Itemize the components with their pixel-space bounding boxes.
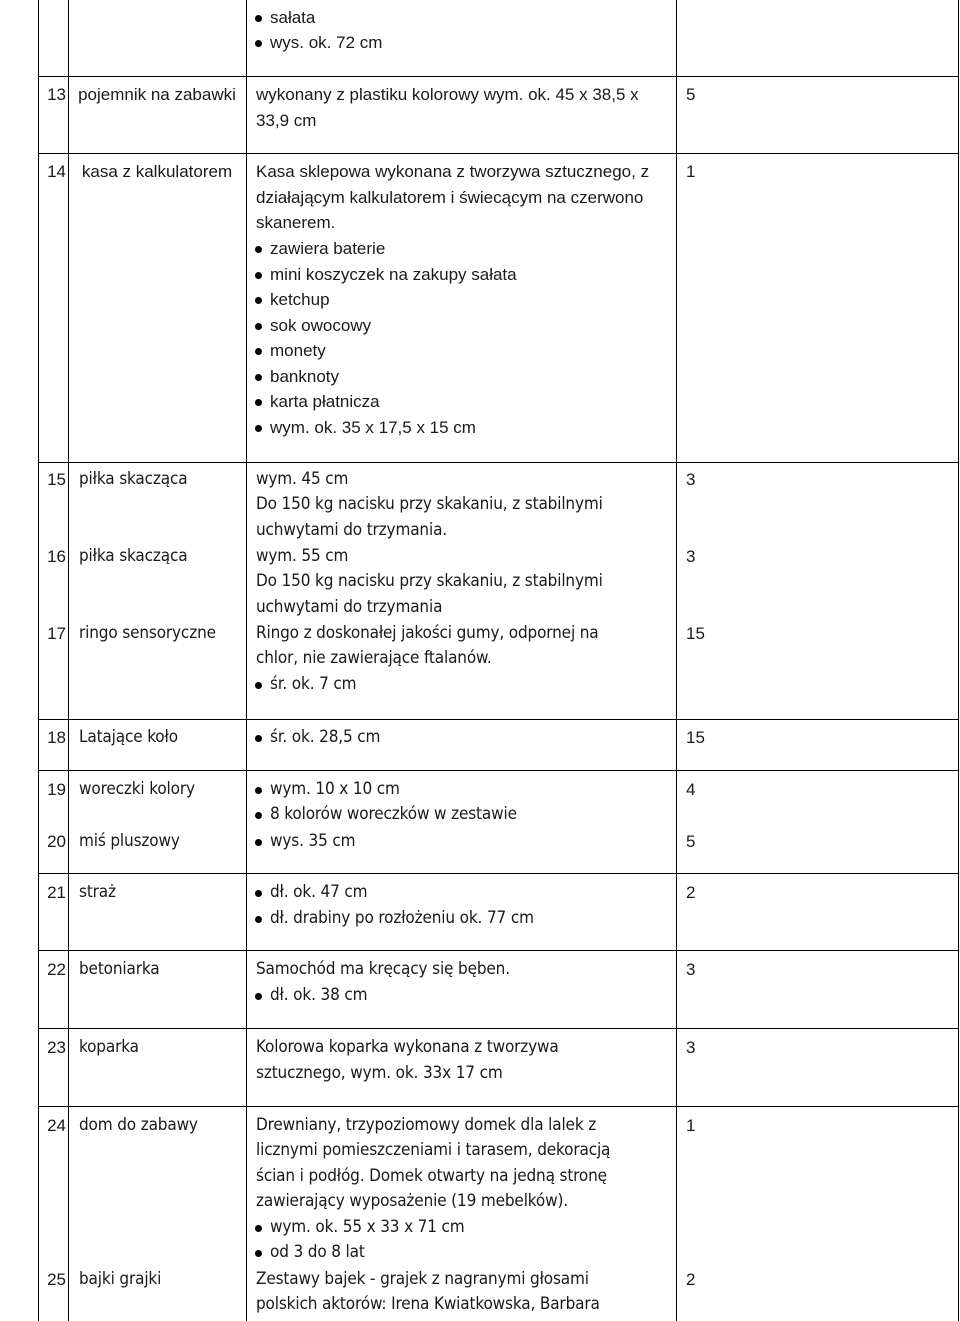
item-name: betoniarka [79,959,160,979]
item-name: straż [79,882,116,902]
item-description: Kasa sklepowa wykonana z tworzywa sztucznego, z działającym kalkulatorem i świecącym na czerwono skanerem. [256,162,650,233]
item-description-line: licznymi pomieszczeniami i tarasem, dekoracją [256,1140,611,1160]
item-description-line: Do 150 kg nacisku przy skakaniu, z stabilnymi [256,571,603,591]
item-description-line: polskich aktorów: Irena Kwiatkowska, Barbara [256,1294,600,1314]
list-item: śr. ok. 7 cm [270,672,356,698]
table-border [38,153,959,154]
list-item: banknoty [270,364,339,390]
table-border [38,1106,959,1107]
item-description-line: wym. 45 cm [256,469,349,489]
table-border [246,0,247,1321]
item-quantity: 1 [686,1116,696,1135]
list-item: dł. drabiny po rozłożeniu ok. 77 cm [270,906,534,932]
list-item: karta płatnicza [270,389,380,415]
item-quantity: 2 [686,1270,696,1289]
table-border [38,0,39,1321]
row-number: 25 [47,1270,66,1289]
item-description-line: ścian i podłóg. Domek otwarty na jedną stronę [256,1166,607,1186]
list-item: wym. ok. 55 x 33 x 71 cm [270,1215,465,1241]
row-number: 14 [47,162,66,181]
table-border [38,719,959,720]
list-item: dł. ok. 38 cm [270,983,367,1009]
item-description-line: uchwytami do trzymania. [256,520,447,540]
item-quantity: 3 [686,470,696,489]
table-border [958,0,959,1321]
row-number: 17 [47,624,66,643]
item-name: piłka skacząca [79,546,188,566]
list-item: wys. 35 cm [270,829,355,855]
list-item: wys. ok. 72 cm [270,30,382,56]
list-item: monety [270,338,326,364]
item-name: miś pluszowy [79,831,180,851]
item-quantity: 5 [686,85,696,104]
row-number: 22 [47,960,66,979]
item-quantity: 2 [686,883,696,902]
item-description-line: Zestawy bajek - grajek z nagranymi głosami [256,1269,589,1289]
table-border [38,462,959,463]
list-item: sok owocowy [270,313,371,339]
list-item: ketchup [270,287,330,313]
item-name: piłka skacząca [79,469,188,489]
table-border [38,76,959,77]
list-item: mini koszyczek na zakupy sałata [270,262,517,288]
row-number: 20 [47,832,66,851]
table-border [68,0,69,1321]
item-name: Latające koło [79,727,178,747]
item-description: wykonany z plastiku kolorowy wym. ok. 45 x 38,5 x 33,9 cm [256,85,639,130]
item-description-line: chlor, nie zawierające ftalanów. [256,648,492,668]
row-number: 24 [47,1116,66,1135]
item-name: woreczki kolory [79,779,195,799]
item-description-line: Drewniany, trzypoziomowy domek dla lalek z [256,1115,597,1135]
item-quantity: 1 [686,162,696,181]
item-quantity: 5 [686,832,696,851]
table-border [38,950,959,951]
item-quantity: 15 [686,624,705,643]
list-item: wym. ok. 35 x 17,5 x 15 cm [270,415,476,441]
item-quantity: 15 [686,728,705,747]
item-quantity: 3 [686,547,696,566]
item-quantity: 4 [686,780,696,799]
list-item: sałata [270,5,315,31]
table-border [38,873,959,874]
table-border [676,0,677,1321]
item-description-line: wym. 55 cm [256,546,349,566]
list-item: śr. ok. 28,5 cm [270,725,380,751]
list-item: 8 kolorów woreczków w zestawie [270,802,517,828]
row-number: 23 [47,1038,66,1057]
item-name: ringo sensoryczne [79,623,216,643]
list-item: od 3 do 8 lat [270,1240,365,1266]
item-description-line: sztucznego, wym. ok. 33x 17 cm [256,1063,503,1083]
row-number: 16 [47,547,66,566]
row-number: 19 [47,780,66,799]
list-item: dł. ok. 47 cm [270,880,367,906]
item-name: pojemnik na zabawki [78,85,236,104]
item-description-line: uchwytami do trzymania [256,597,443,617]
item-name: dom do zabawy [79,1115,198,1135]
item-quantity: 3 [686,960,696,979]
item-name: kasa z kalkulatorem [81,162,233,181]
item-description-line: Ringo z doskonałej jakości gumy, odpornej na [256,623,599,643]
list-item: wym. 10 x 10 cm [270,777,400,803]
item-description-line: zawierający wyposażenie (19 mebelków). [256,1191,568,1211]
row-number: 21 [47,883,66,902]
row-number: 13 [47,85,66,104]
row-number: 15 [47,470,66,489]
row-number: 18 [47,728,66,747]
table-border [38,1028,959,1029]
item-quantity: 3 [686,1038,696,1057]
item-name: koparka [79,1037,139,1057]
table-border [38,770,959,771]
item-description-line: Kolorowa koparka wykonana z tworzywa [256,1037,559,1057]
item-description: Samochód ma kręcący się bęben. [256,959,510,979]
item-name: bajki grajki [79,1269,162,1289]
list-item: zawiera baterie [270,236,385,262]
item-description-line: Do 150 kg nacisku przy skakaniu, z stabilnymi [256,494,603,514]
